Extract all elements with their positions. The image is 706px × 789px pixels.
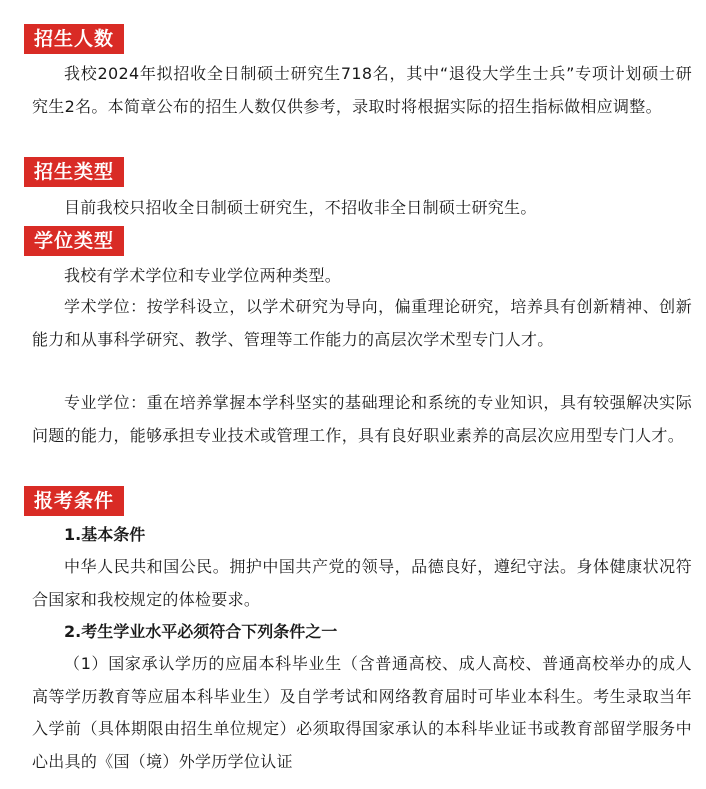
academic-level-heading: 2.考生学业水平必须符合下列条件之一	[64, 622, 338, 641]
degree-intro-paragraph: 我校有学术学位和专业学位两种类型。	[64, 266, 342, 285]
professional-degree-paragraph: 专业学位：重在培养掌握本学科坚实的基础理论和系统的专业知识，具有较强解决实际问题的能力，能够承担专业技术或管理工作，具有良好职业素养的高层次应用型专门人才。	[32, 393, 692, 445]
academic-degree-paragraph: 学术学位：按学科设立，以学术研究为导向，偏重理论研究，培养具有创新精神、创新能力和从事科学研究、教学、管理等工作能力的高层次学术型专门人才。	[32, 297, 692, 349]
enrollment-paragraph: 我校2024年拟招收全日制硕士研究生718名，其中“退役大学生士兵”专项计划硕士研究生2名。本简章公布的招生人数仅供参考，录取时将根据实际的招生指标做相应调整。	[32, 64, 692, 116]
type-paragraph: 目前我校只招收全日制硕士研究生，不招收非全日制硕士研究生。	[64, 198, 537, 217]
section-title-enrollment: 招生人数	[24, 24, 124, 54]
section-title-degree: 学位类型	[24, 226, 124, 256]
basic-conditions-heading: 1.基本条件	[64, 525, 146, 544]
basic-conditions-paragraph: 中华人民共和国公民。拥护中国共产党的领导，品德良好，遵纪守法。身体健康状况符合国家和我校规定的体检要求。	[32, 557, 692, 609]
academic-level-paragraph: （1）国家承认学历的应届本科毕业生（含普通高校、成人高校、普通高校举办的成人高等学历教育等应届本科毕业生）及自学考试和网络教育届时可毕业本科生。考生录取当年入学前（具体期限由招生单位规定）必须取得国家承认的本科毕业证书或教育部留学服务中心出具的《国（境）外学历学位认证	[32, 654, 692, 771]
section-title-conditions: 报考条件	[24, 486, 124, 516]
section-title-type: 招生类型	[24, 157, 124, 187]
